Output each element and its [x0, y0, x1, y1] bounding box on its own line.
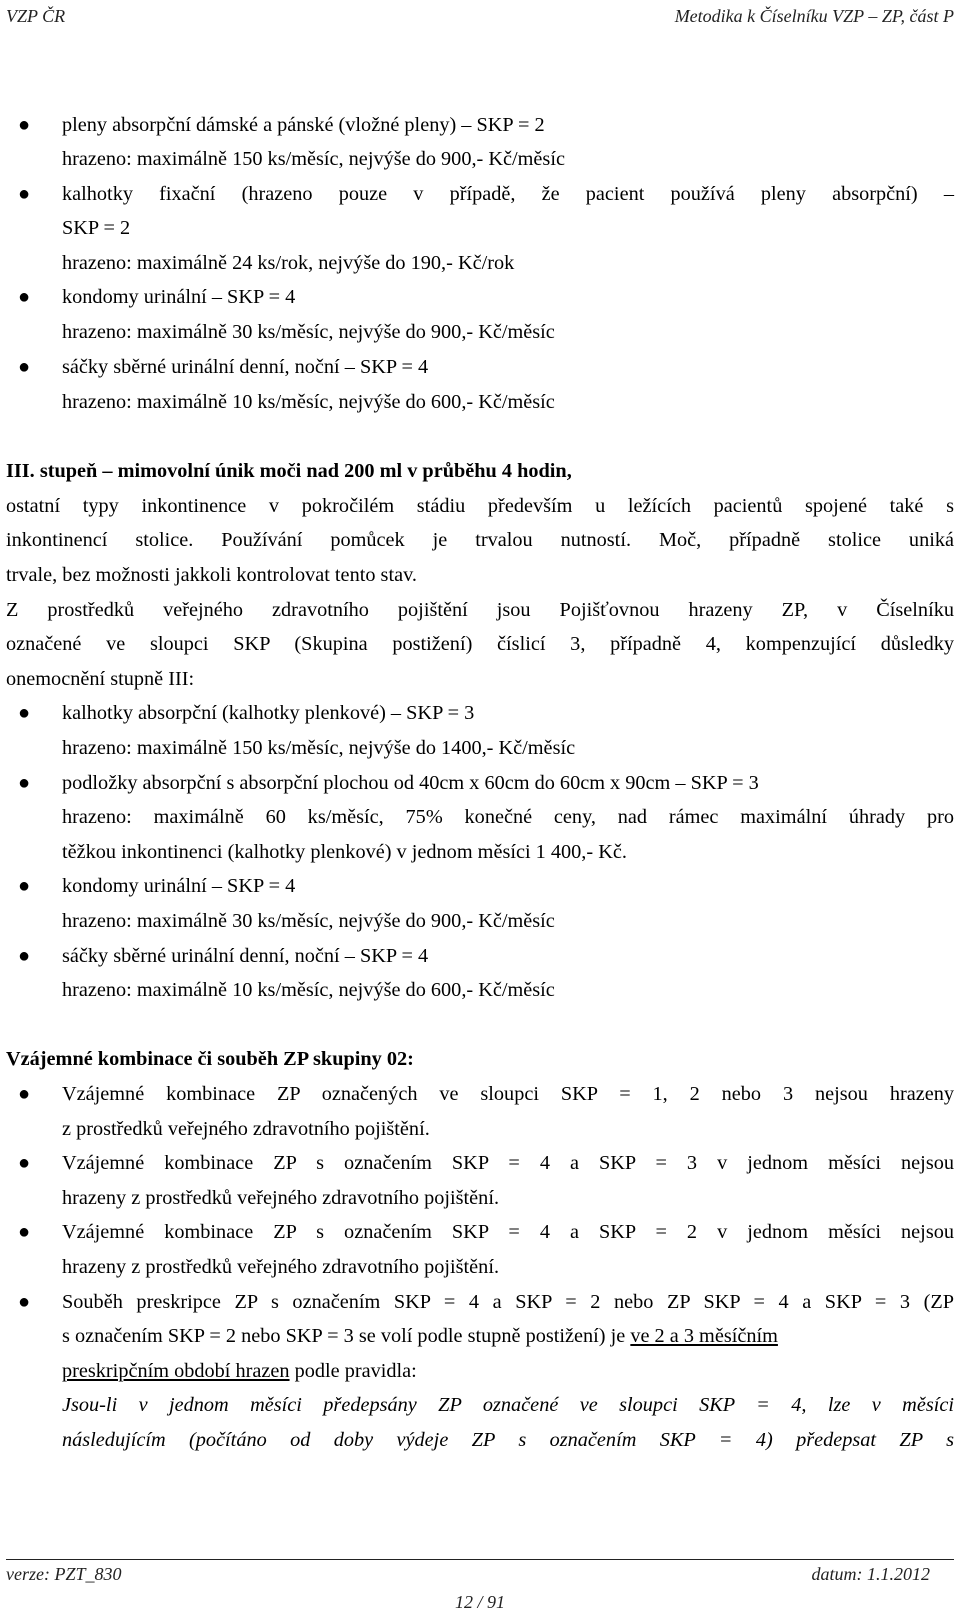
- bullet: ●: [18, 945, 31, 967]
- list-item: podložky absorpční s absorpční plochou od 40cm x 60cm do 60cm x 90cm – SKP = 3: [62, 772, 759, 794]
- paragraph-line: inkontinencí stolice. Používání pomůcek je trvalou nutností. Moč, případně stolice uniká: [6, 529, 954, 551]
- list-item-detail: hrazeno: maximálně 150 ks/měsíc, nejvýše do 900,- Kč/měsíc: [62, 148, 565, 170]
- text-run: podle pravidla:: [289, 1360, 417, 1382]
- bullet: ●: [18, 183, 31, 205]
- list-item: kalhotky fixační (hrazeno pouze v případě, že pacient používá pleny absorpční) –: [62, 183, 954, 205]
- paragraph-line: trvale, bez možnosti jakkoli kontrolovat tento stav.: [6, 564, 417, 586]
- footer-rule: [6, 1559, 954, 1560]
- rule-text: následujícím (počítáno od doby výdeje ZP s označením SKP = 4) předepsat ZP s: [62, 1429, 954, 1451]
- section-heading: III. stupeň – mimovolní únik moči nad 200 ml v průběhu 4 hodin,: [6, 460, 572, 482]
- list-item: Vzájemné kombinace ZP s označením SKP = 4 a SKP = 3 v jednom měsíci nejsou: [62, 1152, 954, 1174]
- bullet: ●: [18, 1152, 31, 1174]
- list-item-detail: hrazeno: maximálně 30 ks/měsíc, nejvýše do 900,- Kč/měsíc: [62, 910, 555, 932]
- list-item: kondomy urinální – SKP = 4: [62, 286, 296, 308]
- list-item: kondomy urinální – SKP = 4: [62, 875, 296, 897]
- list-item-cont: hrazeny z prostředků veřejného zdravotního pojištění.: [62, 1256, 500, 1278]
- list-item-cont: [62, 1323, 954, 1349]
- page-number: 12 / 91: [454, 1592, 505, 1612]
- footer-date: datum: 1.1.2012: [811, 1564, 930, 1584]
- page-header: [6, 6, 954, 30]
- rule-text: Jsou-li v jednom měsíci předepsány ZP označené ve sloupci SKP = 4, lze v měsíci: [62, 1394, 954, 1416]
- header-left: VZP ČR: [6, 6, 66, 26]
- bullet: ●: [18, 114, 31, 136]
- paragraph-line: označené ve sloupci SKP (Skupina postižení) číslicí 3, případně 4, kompenzující důsledky: [6, 633, 954, 655]
- underlined-text: ve 2 a 3 měsíčním: [630, 1325, 778, 1347]
- list-item: sáčky sběrné urinální denní, noční – SKP = 4: [62, 356, 429, 378]
- bullet: ●: [18, 1083, 31, 1105]
- paragraph-line: onemocnění stupně III:: [6, 668, 195, 690]
- list-item-detail: hrazeno: maximálně 150 ks/měsíc, nejvýše do 1400,- Kč/měsíc: [62, 737, 576, 759]
- list-item-detail: hrazeno: maximálně 24 ks/rok, nejvýše do 190,- Kč/rok: [62, 252, 515, 274]
- list-item-detail: hrazeno: maximálně 10 ks/měsíc, nejvýše do 600,- Kč/měsíc: [62, 979, 555, 1001]
- list-item: Souběh preskripce ZP s označením SKP = 4 a SKP = 2 nebo ZP SKP = 4 a SKP = 3 (ZP: [62, 1291, 954, 1313]
- list-item-detail: těžkou inkontinenci (kalhotky plenkové) v jednom měsíci 1 400,- Kč.: [62, 841, 627, 863]
- bullet: ●: [18, 875, 31, 897]
- bullet: ●: [18, 356, 31, 378]
- paragraph-line: Z prostředků veřejného zdravotního pojištění jsou Pojišťovnou hrazeny ZP, v Číselníku: [6, 599, 954, 621]
- list-item: Vzájemné kombinace ZP označených ve sloupci SKP = 1, 2 nebo 3 nejsou hrazeny: [62, 1083, 954, 1105]
- list-item-detail: hrazeno: maximálně 10 ks/měsíc, nejvýše do 600,- Kč/měsíc: [62, 391, 555, 413]
- list-item: pleny absorpční dámské a pánské (vložné pleny) – SKP = 2: [62, 114, 545, 136]
- list-item-cont: z prostředků veřejného zdravotního pojištění.: [62, 1118, 430, 1140]
- list-item-cont: hrazeny z prostředků veřejného zdravotního pojištění.: [62, 1187, 500, 1209]
- bullet: ●: [18, 1221, 31, 1243]
- list-item-detail: hrazeno: maximálně 30 ks/měsíc, nejvýše do 900,- Kč/měsíc: [62, 321, 555, 343]
- bullet: ●: [18, 286, 31, 308]
- list-item-cont: [62, 1358, 954, 1384]
- footer-version: verze: PZT_830: [6, 1564, 122, 1584]
- header-right: Metodika k Číselníku VZP – ZP, část P: [674, 6, 954, 26]
- list-item: sáčky sběrné urinální denní, noční – SKP = 4: [62, 945, 429, 967]
- list-item: Vzájemné kombinace ZP s označením SKP = 4 a SKP = 2 v jednom měsíci nejsou: [62, 1221, 954, 1243]
- list-item: kalhotky absorpční (kalhotky plenkové) – SKP = 3: [62, 702, 475, 724]
- underlined-text: preskripčním období hrazen: [62, 1360, 290, 1382]
- bullet: ●: [18, 1291, 31, 1313]
- list-item-detail: hrazeno: maximálně 60 ks/měsíc, 75% konečné ceny, nad rámec maximální úhrady pro: [62, 806, 954, 828]
- list-item-cont: SKP = 2: [62, 217, 131, 239]
- text-run: s označením SKP = 2 nebo SKP = 3 se volí podle stupně postižení) je: [62, 1325, 631, 1347]
- bullet: ●: [18, 772, 31, 794]
- bullet: ●: [18, 702, 31, 724]
- paragraph-line: ostatní typy inkontinence v pokročilém stádiu především u ležících pacientů spojené také s: [6, 495, 954, 517]
- section-heading: Vzájemné kombinace či souběh ZP skupiny 02:: [6, 1048, 414, 1070]
